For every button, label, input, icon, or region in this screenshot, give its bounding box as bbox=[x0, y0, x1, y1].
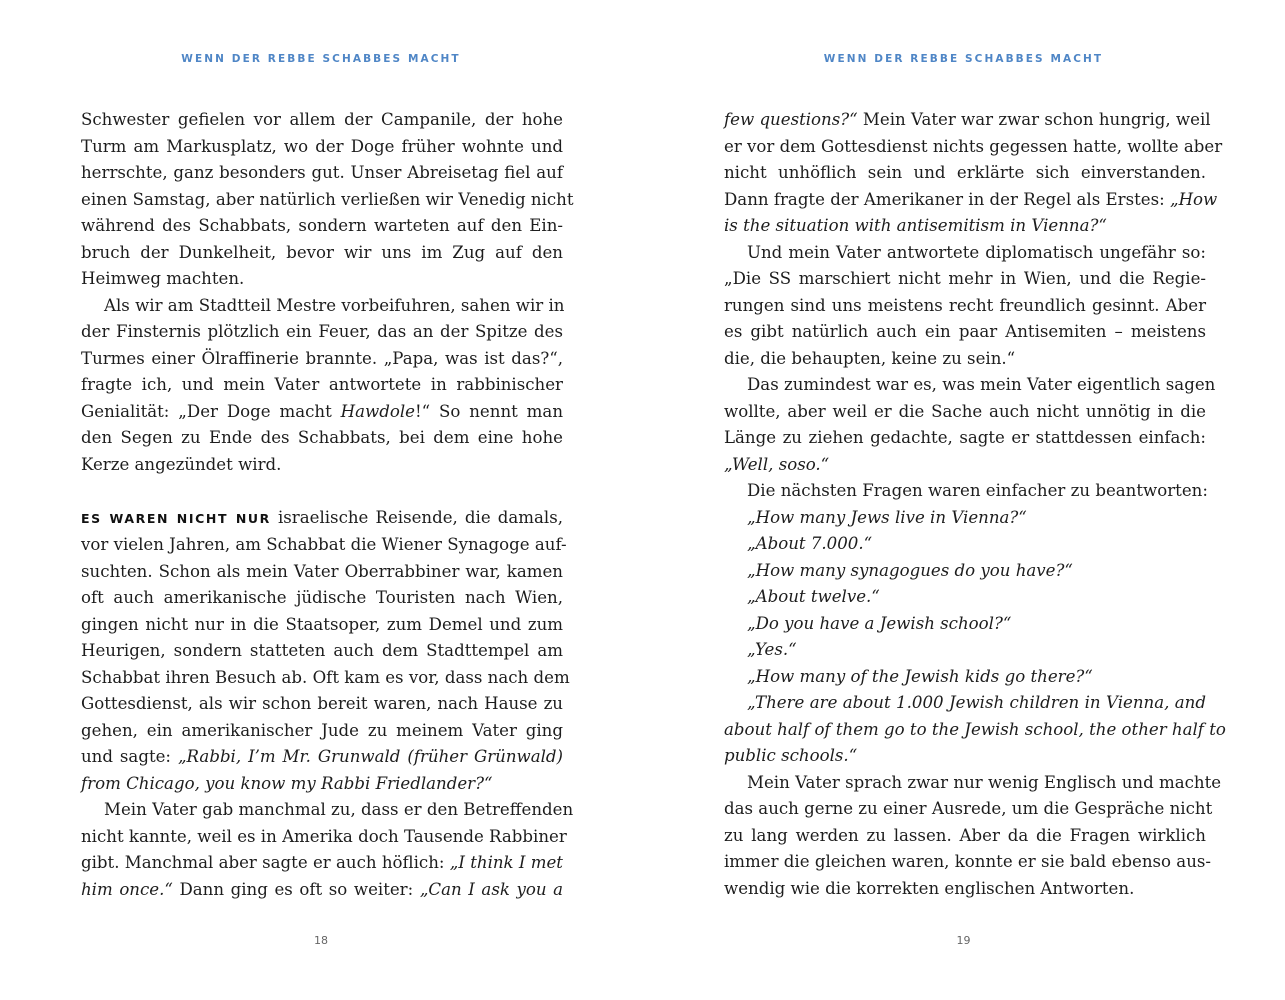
text-line bbox=[81, 744, 563, 771]
text-segment: Länge zu ziehen gedachte, sagte er stattdessen einfach: bbox=[724, 428, 1206, 447]
text-line bbox=[724, 293, 1206, 320]
text-line bbox=[81, 612, 563, 639]
text-segment: Schwester gefielen vor allem der Campanile, der hohe bbox=[81, 110, 563, 129]
text-line bbox=[724, 187, 1218, 214]
italic-segment: „Rabbi, I’m Mr. Grunwald (früher Grünwald) bbox=[177, 747, 564, 766]
text-line bbox=[81, 240, 563, 267]
text-segment: Das zumindest war es, was mein Vater eigentlich sagen bbox=[747, 375, 1216, 394]
quoted-dialogue-line: „How many of the Jewish kids go there?“ bbox=[747, 666, 1093, 686]
running-head-right: WENN DER REBBE SCHABBES MACHT bbox=[823, 53, 1104, 65]
text-line bbox=[81, 187, 574, 214]
text-line bbox=[81, 824, 567, 851]
italic-segment: about half of them go to the Jewish school, the other half to bbox=[724, 719, 1226, 739]
text-line bbox=[81, 797, 574, 824]
text-segment: herrschte, ganz besonders gut. Unser Abreisetag fiel auf bbox=[81, 163, 563, 182]
text-segment: Die nächsten Fragen waren einfacher zu beantworten: bbox=[747, 481, 1208, 500]
italic-segment: „Well, soso.“ bbox=[724, 454, 830, 474]
running-head-left: WENN DER REBBE SCHABBES MACHT bbox=[181, 53, 461, 65]
text-segment: und sagte: bbox=[81, 747, 178, 766]
text-line bbox=[724, 452, 1206, 479]
italic-segment: him once.“ bbox=[81, 879, 173, 899]
text-line bbox=[724, 160, 1206, 187]
italic-segment: from Chicago, you know my Rabbi Friedlander?“ bbox=[81, 773, 493, 793]
text-segment: Turmes einer Ölraffinerie brannte. „Papa, was ist das?“, bbox=[81, 348, 563, 368]
text-line bbox=[81, 505, 563, 533]
text-segment: wollte, aber weil er die Sache auch nicht unnötig in die bbox=[724, 401, 1206, 421]
text-segment: einen Samstag, aber natürlich verließen wir Venedig nicht bbox=[81, 189, 574, 209]
text-line bbox=[724, 743, 1206, 770]
text-segment: das auch gerne zu einer Ausrede, um die Gespräche nicht bbox=[724, 799, 1213, 818]
text-line bbox=[724, 213, 1206, 240]
text-line bbox=[81, 319, 563, 346]
text-segment: den Segen zu Ende des Schabbats, bei dem eine hohe bbox=[81, 428, 563, 447]
left-page bbox=[0, 0, 642, 1000]
text-line bbox=[724, 399, 1206, 426]
text-segment: gehen, ein amerikanischer Jude zu meinem Vater ging bbox=[81, 720, 563, 740]
text-segment: Und mein Vater antwortete diplomatisch ungefähr so: bbox=[747, 242, 1206, 262]
text-segment: gingen nicht nur in die Staatsoper, zum Demel und zum bbox=[81, 614, 563, 634]
text-line bbox=[724, 717, 1226, 744]
text-line bbox=[724, 849, 1212, 876]
text-segment: „Die SS marschiert nicht mehr in Wien, und die Regie- bbox=[724, 269, 1206, 288]
italic-segment: „How bbox=[1169, 189, 1218, 209]
text-segment: immer die gleichen waren, konnte er sie bald ebenso aus- bbox=[724, 852, 1212, 871]
text-line bbox=[724, 107, 1211, 134]
text-line bbox=[724, 266, 1206, 293]
text-segment: Genialität: „Der Doge macht bbox=[81, 401, 341, 421]
right-page-body bbox=[724, 107, 1226, 902]
text-line bbox=[81, 107, 563, 134]
text-line bbox=[81, 160, 563, 187]
italic-segment: Hawdole bbox=[340, 401, 415, 421]
text-line bbox=[724, 823, 1206, 850]
text-segment: Schabbat ihren Besuch ab. Oft kam es vor, dass nach dem bbox=[81, 667, 570, 687]
text-segment: die, die behaupten, keine zu sein.“ bbox=[724, 348, 1016, 368]
text-segment: Als wir am Stadtteil Mestre vorbeifuhren, sahen wir in bbox=[104, 295, 565, 315]
quoted-dialogue-line: „Do you have a Jewish school?“ bbox=[747, 613, 1012, 633]
text-line bbox=[81, 399, 563, 426]
text-segment: Turm am Markusplatz, wo der Doge früher wohnte und bbox=[81, 136, 563, 156]
text-line bbox=[81, 559, 563, 586]
italic-segment: „Can I ask you a bbox=[419, 879, 564, 899]
text-line bbox=[81, 134, 563, 161]
text-line bbox=[724, 796, 1213, 823]
text-line bbox=[724, 134, 1223, 161]
text-segment: Mein Vater sprach zwar nur wenig Englisch und machte bbox=[747, 772, 1222, 792]
text-line bbox=[81, 213, 563, 240]
text-segment: wendig wie die korrekten englischen Antworten. bbox=[724, 878, 1135, 898]
quoted-dialogue-line: „About twelve.“ bbox=[747, 587, 880, 606]
text-segment: Heurigen, sondern statteten auch dem Stadttempel am bbox=[81, 641, 563, 660]
text-segment: Kerze angezündet wird. bbox=[81, 454, 282, 474]
page-number-right: 19 bbox=[956, 934, 971, 947]
quoted-dialogue-line: „How many Jews live in Vienna?“ bbox=[747, 507, 1027, 527]
text-line bbox=[81, 850, 563, 877]
text-line bbox=[81, 877, 563, 904]
text-segment: Mein Vater gab manchmal zu, dass er den Betreffenden bbox=[104, 800, 574, 819]
text-line bbox=[724, 478, 1206, 505]
text-line bbox=[81, 452, 563, 479]
text-segment: bruch der Dunkelheit, bevor wir uns im Zug auf den bbox=[81, 242, 563, 262]
text-line bbox=[81, 425, 563, 452]
text-segment: israelische Reisende, die damals, bbox=[270, 507, 563, 527]
text-line bbox=[724, 770, 1222, 797]
paragraph-gap bbox=[81, 478, 563, 505]
quoted-dialogue-line: „Yes.“ bbox=[747, 640, 797, 659]
text-segment: vor vielen Jahren, am Schabbat die Wiener Synagoge auf- bbox=[81, 535, 567, 554]
quoted-dialogue-line: „How many synagogues do you have?“ bbox=[747, 560, 1073, 580]
text-line bbox=[81, 665, 570, 692]
text-line bbox=[724, 876, 1206, 903]
text-line bbox=[81, 638, 563, 665]
text-segment: oft auch amerikanische jüdische Touristen nach Wien, bbox=[81, 588, 563, 607]
text-line bbox=[81, 266, 563, 293]
text-segment: rungen sind uns meistens recht freundlich gesinnt. Aber bbox=[724, 295, 1206, 315]
text-line bbox=[81, 293, 563, 320]
text-segment: der Finsternis plötzlich ein Feuer, das an der Spitze des bbox=[81, 322, 563, 341]
text-segment: Dann ging es oft so weiter: bbox=[172, 879, 420, 899]
text-segment: nicht unhöflich sein und erklärte sich einverstanden. bbox=[724, 163, 1206, 182]
page-number-left: 18 bbox=[314, 934, 328, 947]
text-segment: Mein Vater war zwar schon hungrig, weil bbox=[857, 110, 1211, 129]
text-segment: während des Schabbats, sondern warteten auf den Ein- bbox=[81, 216, 563, 235]
italic-segment: „I think I met bbox=[449, 853, 563, 872]
right-page bbox=[642, 0, 1285, 1000]
italic-segment: few questions?“ bbox=[724, 110, 858, 129]
text-line bbox=[81, 771, 563, 798]
text-line bbox=[81, 346, 563, 373]
text-segment: gibt. Manchmal aber sagte er auch höflich: bbox=[81, 853, 450, 872]
text-segment: nicht kannte, weil es in Amerika doch Tausende Rabbiner bbox=[81, 826, 567, 846]
text-segment: fragte ich, und mein Vater antwortete in rabbinischer bbox=[81, 375, 563, 394]
text-line bbox=[724, 240, 1206, 267]
text-segment: zu lang werden zu lassen. Aber da die Fragen wirklich bbox=[724, 825, 1206, 845]
italic-segment: public schools.“ bbox=[724, 746, 858, 765]
text-segment: suchten. Schon als mein Vater Oberrabbiner war, kamen bbox=[81, 561, 563, 581]
text-segment: Gottesdienst, als wir schon bereit waren, nach Hause zu bbox=[81, 694, 563, 713]
quoted-dialogue-line: „About 7.000.“ bbox=[747, 534, 873, 553]
text-line bbox=[724, 425, 1206, 452]
text-line bbox=[81, 532, 567, 559]
text-line bbox=[81, 585, 563, 612]
text-line bbox=[81, 691, 563, 718]
section-run-in: ES WAREN NICHT NUR bbox=[81, 510, 271, 526]
text-line bbox=[81, 718, 563, 745]
text-segment: er vor dem Gottesdienst nichts gegessen hatte, wollte aber bbox=[724, 136, 1223, 156]
text-segment: es gibt natürlich auch ein paar Antisemiten – meistens bbox=[724, 322, 1206, 341]
text-line bbox=[724, 319, 1206, 346]
text-segment: Heimweg machten. bbox=[81, 269, 245, 288]
quoted-dialogue-line: „There are about 1.000 Jewish children in Vienna, and bbox=[747, 693, 1206, 712]
text-line bbox=[724, 346, 1206, 373]
text-line bbox=[81, 372, 563, 399]
text-segment: Dann fragte der Amerikaner in der Regel als Erstes: bbox=[724, 189, 1170, 209]
text-line bbox=[724, 372, 1216, 399]
italic-segment: is the situation with antisemitism in Vienna?“ bbox=[724, 216, 1107, 235]
left-page-body bbox=[81, 107, 574, 903]
text-segment: !“ So nennt man bbox=[414, 401, 563, 421]
